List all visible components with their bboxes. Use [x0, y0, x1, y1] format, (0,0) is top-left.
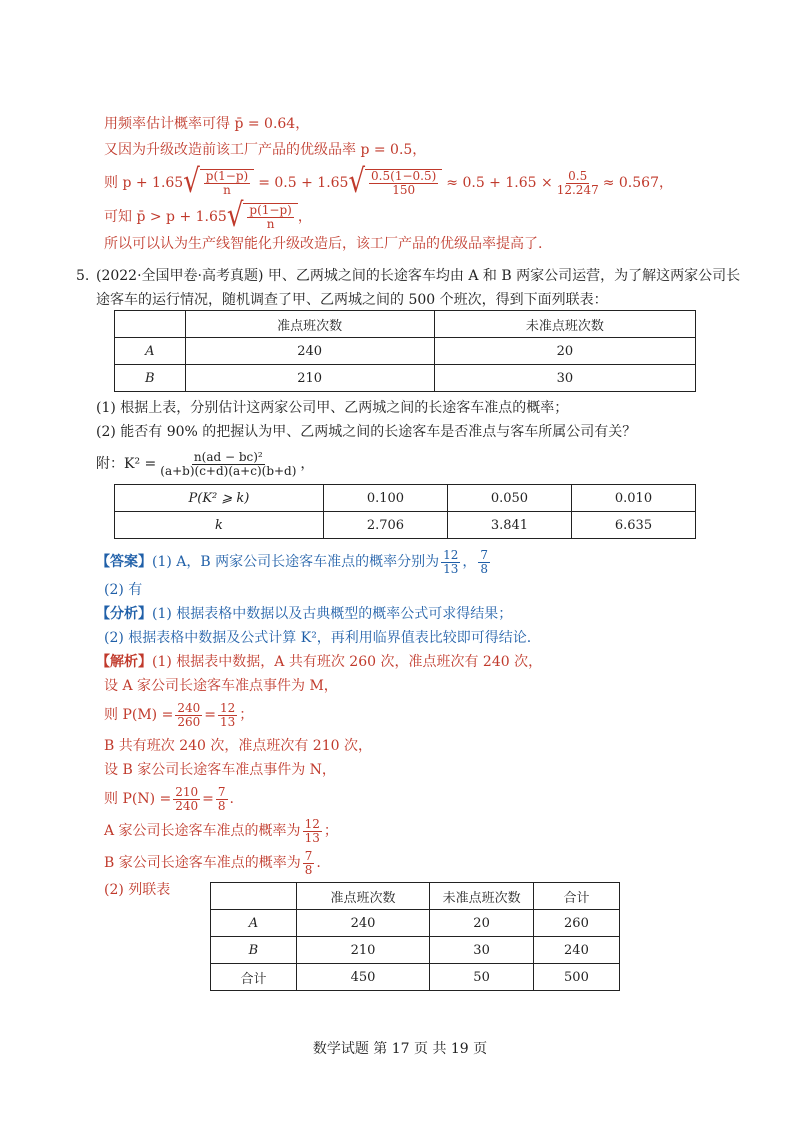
table-header-cell: 未准点班次数 — [430, 883, 534, 910]
answer-part-2: (2) 有 — [104, 582, 143, 598]
solution-l8-end: . — [316, 855, 321, 871]
fraction — [175, 702, 202, 729]
contingency-table-1 — [114, 310, 696, 392]
fraction — [555, 170, 601, 197]
frac-den: 260 — [177, 714, 201, 729]
fraction — [303, 850, 315, 877]
sqrt-den: 150 — [392, 183, 416, 197]
table-cell: 30 — [434, 365, 695, 392]
frac-den: 8 — [217, 798, 226, 813]
page-footer: 数学试题 第 17 页 共 19 页 — [312, 1041, 488, 1057]
table-cell: 500 — [533, 964, 619, 991]
sqrt-num: p(1−p) — [205, 169, 249, 183]
sqrt-num: p(1−p) — [249, 203, 292, 217]
sqrt-expression: √ $\frac{0.5(1-0.5)}{150}$ — [348, 169, 442, 197]
solution-l3-end: ； — [239, 707, 254, 723]
frac-den: 12.247 — [556, 182, 599, 197]
frac-den: 13 — [304, 830, 320, 845]
solution-line-8 — [104, 846, 321, 880]
frac-den: 8 — [480, 561, 489, 576]
table-cell: 210 — [185, 365, 434, 392]
fraction — [478, 549, 490, 576]
frac-num: 7 — [480, 547, 489, 562]
frac-num: 0.5 — [568, 168, 588, 183]
frac-num: 240 — [177, 700, 201, 715]
table-cell: 240 — [533, 937, 619, 964]
table-cell: k — [115, 512, 324, 539]
frac-den: 240 — [175, 798, 199, 813]
frac-num: 12 — [304, 816, 320, 831]
frac-num: 210 — [175, 784, 199, 799]
table-cell: 50 — [430, 964, 534, 991]
answer-sep: ， — [462, 554, 477, 570]
frac-den: 8 — [304, 862, 313, 877]
table-header-cell — [211, 883, 297, 910]
intro-line-2: 又因为升级改造前该工厂产品的优级品率 p = 0.5， — [104, 142, 427, 158]
analysis-text-1: (1) 根据表格中数据以及古典概型的概率公式可求得结果； — [152, 606, 513, 622]
intro-l4-end: ， — [297, 209, 312, 225]
solution-l6-pre: 则 P(N) = — [104, 791, 172, 807]
intro-line-4 — [104, 197, 312, 235]
question-line-1: (2022·全国甲卷·高考真题) 甲、乙两城之间的长途客车均由 A 和 B 两家公司运营，为了解这两家公司长 — [96, 268, 741, 284]
question-sub-1: (1) 根据上表，分别估计这两家公司甲、乙两城之间的长途客车准点的概率； — [96, 400, 569, 416]
intro-l3-mid1: = 0.5 + 1.65 — [258, 175, 349, 191]
table-cell: 6.635 — [571, 512, 695, 539]
fraction — [303, 818, 322, 845]
solution-line-7 — [104, 814, 338, 848]
solution-line-4: B 共有班次 240 次，准点班次有 210 次， — [104, 738, 372, 754]
table-header-cell: 合计 — [533, 883, 619, 910]
table-cell: 30 — [430, 937, 534, 964]
table-cell: 合计 — [211, 964, 297, 991]
analysis-line-1 — [96, 604, 512, 624]
answer-text: (1) A，B 两家公司长途客车准点的概率分别为 — [152, 554, 440, 570]
intro-l3-end: ≈ 0.567， — [602, 175, 673, 191]
table-cell: 20 — [434, 338, 695, 365]
frac-num: 7 — [304, 848, 313, 863]
question-sub-2: (2) 能否有 90% 的把握认为甲、乙两城之间的长途客车是否准点与客车所属公司有关？ — [96, 424, 637, 440]
table-cell: 260 — [533, 910, 619, 937]
table-cell: 20 — [430, 910, 534, 937]
table-header-cell — [115, 311, 186, 338]
sqrt-expression: √ $\frac{p(1-p)}{n}$ — [183, 169, 254, 197]
solution-line-1 — [96, 652, 542, 672]
frac-num: n(ad − bc)² — [193, 449, 263, 464]
formula-fraction — [158, 451, 298, 478]
table-cell: 0.050 — [447, 485, 571, 512]
solution-l8-pre: B 家公司长途客车准点的概率为 — [104, 855, 301, 871]
table-cell: 3.841 — [447, 512, 571, 539]
answer-line — [96, 546, 492, 578]
frac-num: 7 — [217, 784, 226, 799]
intro-l3-mid2: ≈ 0.5 + 1.65 × — [446, 175, 553, 191]
table-cell: 0.010 — [571, 485, 695, 512]
question-number: 5. — [76, 268, 90, 284]
fraction — [173, 786, 200, 813]
solution-l7-pre: A 家公司长途客车准点的概率为 — [104, 823, 301, 839]
table-header-cell: 准点班次数 — [296, 883, 429, 910]
solution-l6-eq: = — [202, 791, 214, 807]
analysis-tag: 【分析】 — [96, 606, 152, 622]
table-cell: B — [211, 937, 297, 964]
frac-den: (a+b)(c+d)(a+c)(b+d) — [160, 463, 297, 478]
table-cell: A — [211, 910, 297, 937]
solution-l3-eq: = — [204, 707, 216, 723]
solution-line-5: 设 B 家公司长途客车准点事件为 N， — [104, 762, 336, 778]
analysis-line-2: (2) 根据表格中数据及公式计算 K²，再利用临界值表比较即可得结论. — [104, 630, 532, 646]
solution-line-9: (2) 列联表 — [104, 882, 171, 898]
fraction — [216, 786, 228, 813]
sqrt-num: 0.5(1−0.5) — [371, 169, 437, 183]
table-header-cell: 未准点班次数 — [434, 311, 695, 338]
table-cell: A — [115, 338, 186, 365]
formula-end: ， — [300, 456, 315, 472]
table-cell: B — [115, 365, 186, 392]
table-cell: 240 — [296, 910, 429, 937]
frac-num: 12 — [443, 547, 459, 562]
table-cell: 210 — [296, 937, 429, 964]
table-cell: P(K² ⩾ k) — [115, 485, 324, 512]
formula-line — [96, 446, 314, 482]
solution-l6-end: . — [229, 791, 234, 807]
solution-tag: 【解析】 — [96, 654, 152, 670]
sqrt-expression: √ $\frac{p(1-p)}{n}$ — [227, 203, 298, 231]
sqrt-den: n — [266, 217, 275, 231]
solution-l7-end: ； — [323, 823, 338, 839]
table-cell: 240 — [185, 338, 434, 365]
frac-num: 12 — [219, 700, 236, 715]
solution-line-2: 设 A 家公司长途客车准点事件为 M， — [104, 678, 338, 694]
contingency-table-2 — [210, 882, 620, 991]
critical-value-table — [114, 484, 696, 539]
answer-tag: 【答案】 — [96, 554, 152, 570]
question-line-2: 途客车的运行情况，随机调查了甲、乙两城之间的 500 个班次，得到下面列联表： — [96, 292, 608, 308]
fraction — [441, 549, 460, 576]
intro-l3-pre: 则 p + 1.65 — [104, 175, 184, 191]
table-cell: 450 — [296, 964, 429, 991]
solution-l3-pre: 则 P(M) = — [104, 707, 174, 723]
solution-text-1: (1) 根据表中数据，A 共有班次 260 次，准点班次有 240 次， — [152, 654, 543, 670]
intro-l4-pre: 可知 p̄ > p + 1.65 — [104, 209, 227, 225]
table-cell: 0.100 — [323, 485, 447, 512]
frac-den: 13 — [219, 714, 236, 729]
formula-pre: 附：K² = — [96, 456, 157, 472]
table-header-cell: 准点班次数 — [185, 311, 434, 338]
frac-den: 13 — [443, 561, 459, 576]
table-cell: 2.706 — [323, 512, 447, 539]
intro-line-5: 所以可以认为生产线智能化升级改造后，该工厂产品的优级品率提高了. — [104, 236, 543, 252]
intro-line-1: 用频率估计概率可得 p̄ = 0.64， — [104, 116, 310, 132]
fraction — [218, 702, 237, 729]
sqrt-den: n — [223, 183, 231, 197]
solution-line-6 — [104, 782, 234, 816]
intro-line-3 — [104, 163, 673, 201]
solution-line-3 — [104, 698, 253, 732]
